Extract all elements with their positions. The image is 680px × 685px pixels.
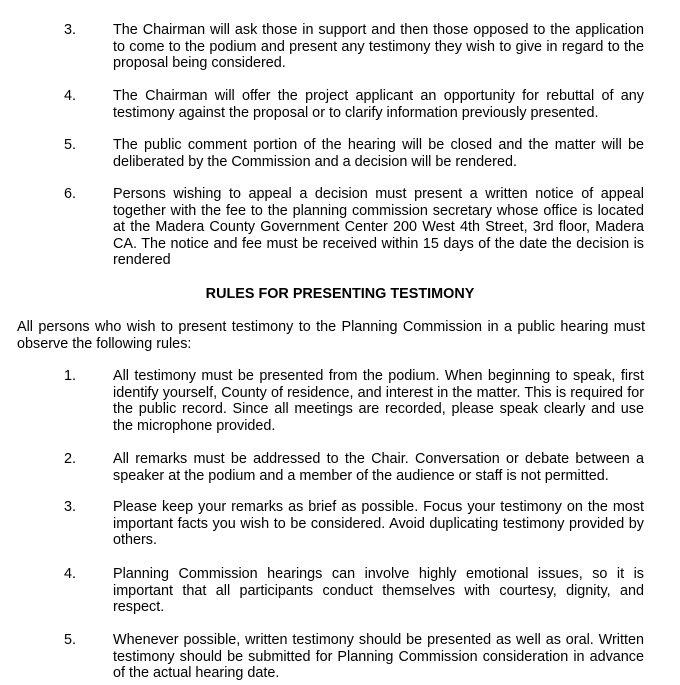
rule-number: 5.	[64, 632, 77, 648]
item-number: 3.	[64, 22, 77, 38]
rule-text: All remarks must be addressed to the Chair. Conversation or debate between a speaker at the podium and a member of the audience or staff is not permitted.	[113, 451, 644, 484]
rule-number: 1.	[64, 368, 77, 384]
item-number: 6.	[64, 186, 77, 202]
item-number: 5.	[64, 137, 77, 153]
item-text: The Chairman will ask those in support and then those opposed to the application to come to the podium and present any testimony they wish to give in regard to the proposal being considered.	[113, 22, 644, 71]
section-heading: RULES FOR PRESENTING TESTIMONY	[205, 286, 475, 302]
item-text: Persons wishing to appeal a decision must present a written notice of appeal together with the fee to the planning commission secretary whose office is located at the Madera County Government Center 200 West 4th Street, 3rd floor, Madera CA. The notice and fee must be received within 15 days of the date the decision is rendered	[113, 186, 644, 268]
item-text: The public comment portion of the hearing will be closed and the matter will be deliberated by the Commission and a decision will be rendered.	[113, 137, 644, 170]
rule-text: Please keep your remarks as brief as possible. Focus your testimony on the most important facts you wish to be considered. Avoid duplicating testimony provided by others.	[113, 499, 644, 548]
rule-number: 4.	[64, 566, 77, 582]
rule-text: Planning Commission hearings can involve highly emotional issues, so it is important that all participants conduct themselves with courtesy, dignity, and respect.	[113, 566, 644, 615]
rules-intro: All persons who wish to present testimony to the Planning Commission in a public hearing must observe the following rules:	[17, 319, 645, 352]
rule-text: All testimony must be presented from the podium. When beginning to speak, first identify yourself, County of residence, and interest in the matter. This is required for the public record. Since all meetings are recorded, please speak clearly and use the microphone provided.	[113, 368, 644, 434]
rule-text: Whenever possible, written testimony should be presented as well as oral. Written testimony should be submitted for Planning Commission consideration in advance of the actual hearing date.	[113, 632, 644, 681]
rule-number: 2.	[64, 451, 77, 467]
item-number: 4.	[64, 88, 77, 104]
rule-number: 3.	[64, 499, 77, 515]
item-text: The Chairman will offer the project applicant an opportunity for rebuttal of any testimony against the proposal or to clarify information previously presented.	[113, 88, 644, 121]
